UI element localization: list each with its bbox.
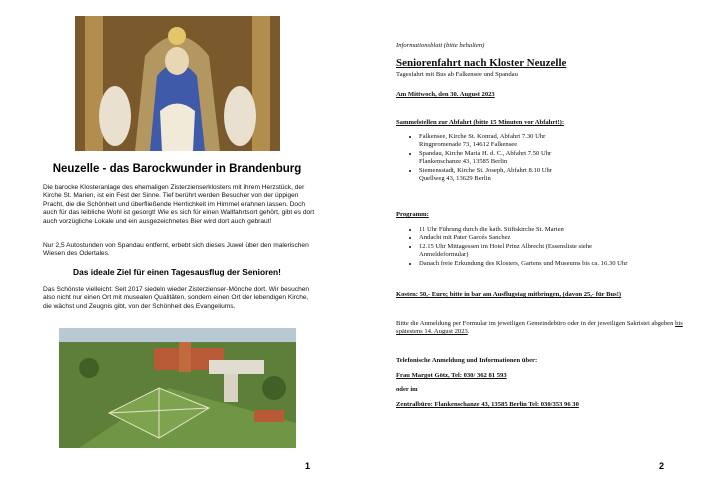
page2-subtitle: Tagesfahrt mit Bus ab Falkensee und Spandau	[396, 71, 518, 78]
list-item: • 11 Uhr Führung durch die kath. Stiftskirche St. Marien	[419, 226, 708, 234]
trip-date: Am Mittwoch, den 30. August 2023	[396, 91, 495, 98]
page1-paragraph-1: Die barocke Klosteranlage des ehemaligen Zisterzienserklosters mit ihrem Herzstück, der Kirche St. Marien, ist ein Fest der Sinne. Tief berührt werden Besucher von der üppigen Pracht, die die Schönheit und überfließende Herrlichkeit im Himmel erahnen lassen. Doch auch für das leibliche Wohl ist gesorgt! Wie es sich für einen Wallfahrtsort gehört, gibt es dort auch vorzügliche Lokale und ein ausgezeichnetes Bier wird dort auch gebraut!	[43, 184, 315, 225]
meeting-points-heading: Sammelstellen zur Abfahrt (bitte 15 Minuten vor Abfahrt!):	[396, 119, 565, 126]
info-note: Informationsblatt (bitte behalten)	[396, 42, 485, 49]
page1-paragraph-2: Nur 2,5 Autostunden von Spandau entfernt, erbebt sich dieses Juwel über den malerischen Wiesen des Odertales.	[43, 242, 309, 258]
page2-title: Seniorenfahrt nach Kloster Neuzelle	[396, 57, 567, 69]
list-item: • Siemensstadt, Kirche St. Joseph, Abfahrt 8.10 Uhr Quellweg 43, 13629 Berlin	[419, 167, 708, 184]
phone-heading: Telefonische Anmeldung und Informationen über:	[396, 357, 538, 364]
list-item: • Andacht mit Pater Garcés Sanchez	[419, 234, 708, 242]
program-list	[396, 226, 708, 268]
meeting-points-list	[396, 133, 708, 183]
contact-person: Frau Margot Götz, Tel: 030/ 362 81 593	[396, 372, 507, 379]
page-number-1: 1	[305, 461, 311, 471]
costs: Kosten: 50,- Euro; bitte in bar am Ausflugstag mitbringen, (davon 25,- für Bus!)	[396, 291, 622, 298]
page-2	[354, 0, 708, 500]
page-number-2: 2	[659, 461, 665, 471]
registration-text: Bitte die Anmeldung per Formular im jeweiligen Gemeindebüro oder in der jeweiligen Sakristei abgeben bis spätestens 14. August 2023.	[396, 320, 683, 336]
program-heading: Programm:	[396, 211, 429, 218]
list-item: • Falkensee, Kirche St. Konrad, Abfahrt 7.30 Uhr Ringpromenade 73, 14612 Falkensee	[419, 133, 708, 150]
list-item: • Spandau, Kirche Maria H. d. C., Abfahrt 7.50 Uhr Flankenschanze 43, 13585 Berlin	[419, 150, 708, 167]
madonna-altar-photo	[75, 16, 280, 151]
list-item: • Danach freie Erkundung des Klosters, Gartens und Museums bis ca. 16.30 Uhr	[419, 260, 708, 268]
monastery-aerial-photo	[59, 328, 296, 448]
registration-deadline: bis spätestens 14. August 2023	[396, 320, 683, 336]
page1-subtitle: Das ideale Ziel für einen Tagesausflug der Senioren!	[73, 267, 281, 277]
page1-paragraph-3: Das Schönste vielleicht: Seit 2017 siedeln wieder Zisterzienser-Mönche dort. Wir besuchen also nicht nur einen Ort mit musealen Qualitäten, sondern einen Ort der lebendigen Kirche, die wächst und Zeugnis gibt, von der Schönheit des Evangeliums.	[43, 286, 310, 310]
list-item: • 12.15 Uhr Mittagessen im Hotel Prinz Albrecht (Essensliste siehe Anmeldeformular)	[419, 243, 708, 260]
central-office-contact: Zentralbüro: Flankenschanze 43, 13585 Berlin Tel: 030/353 96 30	[396, 401, 579, 408]
or-label: oder im	[396, 386, 418, 393]
page1-title: Neuzelle - das Barockwunder in Brandenburg	[52, 163, 302, 175]
